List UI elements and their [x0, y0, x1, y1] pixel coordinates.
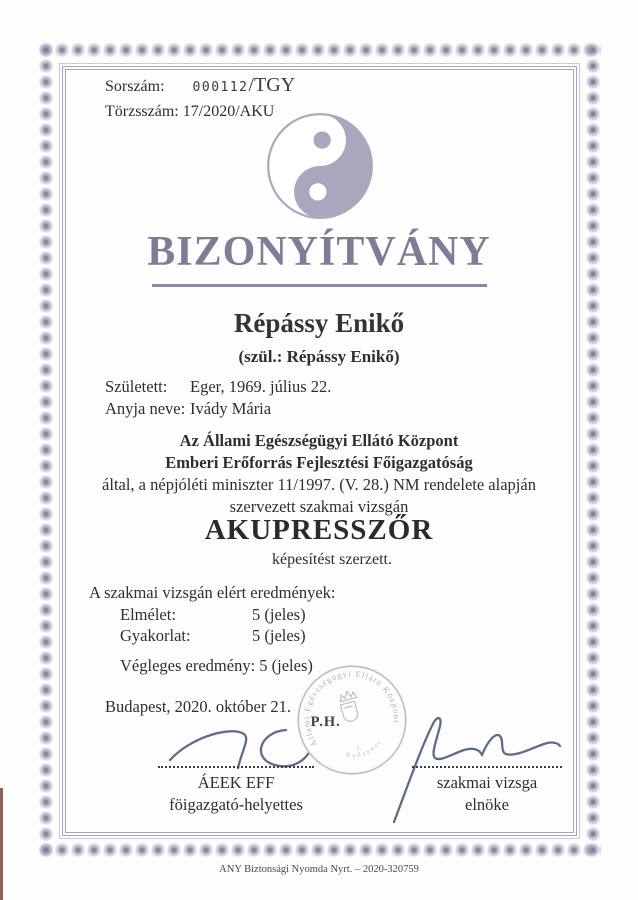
ornate-border-bottom	[38, 842, 601, 858]
serial-suffix: /TGY	[248, 74, 296, 96]
issuer-line1: Az Állami Egészségügyi Ellátó Központ	[179, 431, 459, 450]
scan-edge-artifact	[0, 788, 3, 900]
serial-value: 000112	[192, 80, 249, 95]
signature-right-name: szakmai vizsga	[436, 773, 538, 792]
qualification-note: képesítést szerzett.	[272, 551, 392, 568]
ornate-border-left	[38, 42, 54, 858]
printer-note: ANY Biztonsági Nyomda Nyrt. – 2020-320759	[219, 864, 419, 875]
final-result: Végleges eredmény: 5 (jeles)	[120, 656, 313, 675]
born-row	[105, 377, 332, 397]
holder-birth-name: (szül.: Répássy Enikő)	[238, 347, 400, 366]
result-practice-label: Gyakorlat:	[120, 626, 191, 645]
mother-row	[105, 399, 272, 419]
issuer-line4: szervezett szakmai vizsgán	[229, 497, 409, 516]
mother-value: Ivády Mária	[190, 399, 272, 418]
issuer-paragraph	[79, 430, 559, 518]
certificate-title: BIZONYÍTVÁNY	[147, 229, 491, 275]
result-theory-label: Elmélet:	[120, 605, 176, 624]
registry-row	[105, 103, 274, 121]
holder-name: Répássy Enikő	[233, 308, 405, 338]
result-theory-value: 5 (jeles)	[252, 605, 306, 624]
seal-number: 1.	[355, 743, 363, 753]
serial-label: Sorszám:	[105, 78, 165, 95]
registry-value: 17/2020/AKU	[182, 103, 275, 120]
seal-ring-text: Állami Egészségügyi Ellátó Központ	[302, 669, 402, 749]
qualification-name: AKUPRESSZŐR	[204, 514, 434, 546]
signature-right-caption	[402, 772, 572, 816]
signature-line-right	[412, 766, 562, 768]
signature-left-name: ÁEEK EFF	[197, 773, 275, 792]
signature-left-role: föigazgató-helyettes	[169, 795, 303, 814]
results-heading: A szakmai vizsgán elért eredmények:	[89, 583, 336, 602]
signature-line-left	[158, 766, 314, 768]
mother-label: Anyja neve:	[105, 399, 186, 418]
registry-label: Törzsszám:	[105, 103, 179, 120]
born-value: Eger, 1969. július 22.	[190, 377, 332, 396]
signature-right-role: elnöke	[465, 795, 509, 814]
result-practice-value: 5 (jeles)	[252, 626, 306, 645]
ornate-border-right	[585, 42, 601, 858]
seal-ph-text: P.H.	[310, 714, 341, 731]
issuer-line3: által, a népjóléti miniszter 11/1997. (V. 28.) NM rendelete alapján	[102, 475, 536, 494]
result-row-theory	[120, 605, 420, 625]
issuer-line2: Emberi Erőforrás Fejlesztési Főigazgatóság	[165, 453, 473, 472]
seal-crest-icon	[337, 689, 362, 723]
born-label: Született:	[105, 377, 168, 396]
serial-row	[105, 74, 295, 97]
title-underline	[152, 284, 487, 287]
ornate-border-top	[38, 42, 601, 58]
date-line: Budapest, 2020. október 21.	[105, 697, 292, 716]
signature-left-caption	[146, 772, 326, 816]
yin-yang-icon	[266, 112, 374, 220]
result-row-practice	[120, 626, 420, 646]
seal-bottom-text: Budapest	[345, 738, 384, 760]
